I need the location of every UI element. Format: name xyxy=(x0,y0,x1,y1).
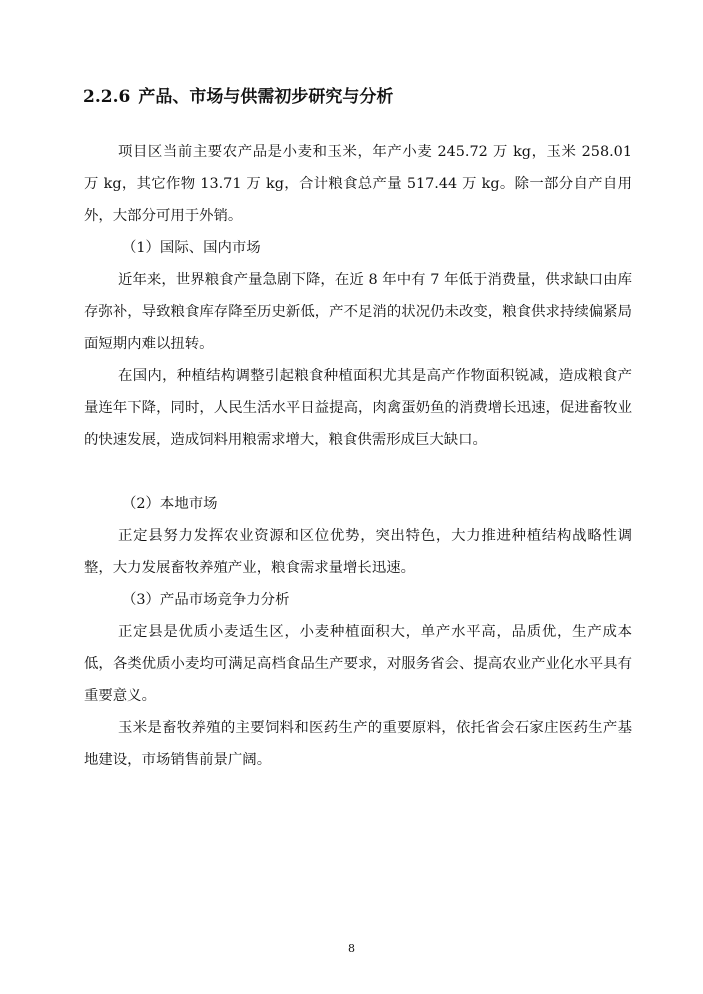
paragraph-domestic-market: 在国内，种植结构调整引起粮食种植面积尤其是高产作物面积锐减，造成粮食产量连年下降，同时，人民生活水平日益提高，肉禽蛋奶鱼的消费增长迅速，促进畜牧业的快速发展，造成饲料用粮需求增大，粮食供需形成巨大缺口。 xyxy=(84,368,632,448)
subheading-local-market: （2）本地市场 xyxy=(122,496,218,512)
paragraph-local-market: 正定县努力发挥农业资源和区位优势，突出特色，大力推进种植结构战略性调整，大力发展畜牧养殖产业，粮食需求量增长迅速。 xyxy=(84,528,632,576)
paragraph-world-market: 近年来，世界粮食产量急剧下降，在近 8 年中有 7 年低于消费量，供求缺口由库存弥补，导致粮食库存降至历史新低，产不足消的状况仍未改变，粮食供求持续偏紧局面短期内难以扭转。 xyxy=(84,272,632,352)
section-number: 2.2.6 xyxy=(83,87,131,107)
paragraph-wheat: 正定县是优质小麦适生区，小麦种植面积大，单产水平高，品质优，生产成本低，各类优质小麦均可满足高档食品生产要求，对服务省会、提高农业产业化水平具有重要意义。 xyxy=(84,624,632,704)
page-number: 8 xyxy=(348,942,355,955)
paragraph-corn: 玉米是畜牧养殖的主要饲料和医药生产的重要原料，依托省会石家庄医药生产基地建设，市场销售前景广阔。 xyxy=(84,720,632,768)
paragraph-products: 项目区当前主要农产品是小麦和玉米，年产小麦 245.72 万 kg，玉米 258.01 万 kg，其它作物 13.71 万 kg，合计粮食总产量 517.44 万 kg。除一部分自产自用外，大部分可用于外销。 xyxy=(84,144,632,224)
subheading-competitiveness: （3）产品市场竞争力分析 xyxy=(122,592,290,608)
section-heading xyxy=(83,84,393,110)
section-title: 产品、市场与供需初步研究与分析 xyxy=(138,87,394,107)
subheading-markets: （1）国际、国内市场 xyxy=(122,240,261,256)
